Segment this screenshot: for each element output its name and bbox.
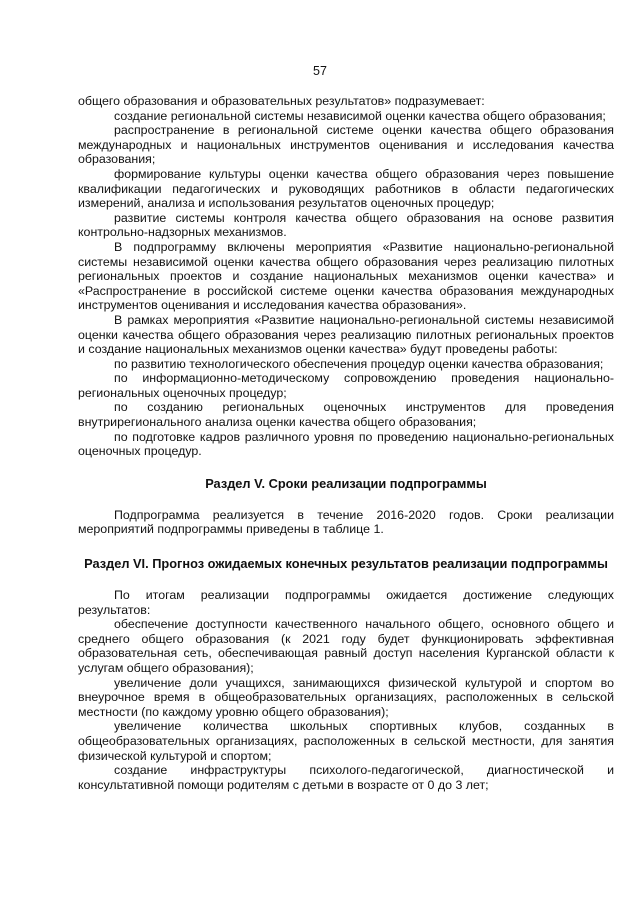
list-item-sport-clubs: увеличение количества школьных спортивных клубов, созданных в общеобразовательных организациях, расположенных в сельской местности, для занятия физической культурой и спортом; [78, 719, 614, 763]
list-item-technology: по развитию технологического обеспечения процедур оценки качества образования; [114, 356, 604, 371]
paragraph-timeline: Подпрограмма реализуется в течение 2016-2020 годов. Сроки реализации мероприятий подпрограммы приведены в таблице 1. [78, 507, 614, 537]
list-item-instruments: по созданию региональных оценочных инструментов для проведения внутрирегионального анализа оценки качества общего образования; [78, 400, 614, 430]
paragraph-results-intro: По итогам реализации подпрограммы ожидается достижение следующих результатов: [78, 588, 614, 617]
list-item-accessibility: обеспечение доступности качественного начального общего, основного общего и среднего общего образования (к 2021 году будет функционировать эффективная образовательная сеть, обеспечивающая равный доступ населения Курганской области к услугам общего образования); [78, 617, 614, 675]
list-item-training: по подготовке кадров различного уровня по проведению национально-региональных оценочных процедур. [78, 429, 614, 459]
section-heading-vi: Раздел VI. Прогноз ожидаемых конечных результатов реализации подпрограммы [84, 556, 608, 572]
paragraph: общего образования и образовательных результатов» подразумевает: [78, 94, 485, 108]
list-item-sport-share: увеличение доли учащихся, занимающихся физической культурой и спортом во внеурочное время в общеобразовательных организациях, расположенных в сельской местности (по каждому уровню общего образования); [78, 675, 614, 719]
list-item-infrastructure: создание инфраструктуры психолого-педагогической, диагностической и консультативной помощи родителям с детьми в возрасте от 0 до 3 лет; [78, 763, 614, 792]
list-item-assessment-culture: формирование культуры оценки качества общего образования через повышение квалификации педагогических и руководящих работников в области педагогических измерений, анализа и использования результатов оценочных процедур; [78, 166, 614, 211]
document-body [78, 94, 614, 792]
paragraph-activities: В подпрограмму включены мероприятия «Развитие национально-региональной системы независимой оценки качества общего образования через реализацию пилотных региональных проектов и создание национальных механизмов оценки качества» и «Распространение в российской системе оценки качества образования международных инструментов оценивания и исследования качества образования». [78, 239, 614, 313]
list-item-international-instruments: распространение в региональной системе оценки качества общего образования международных и национальных инструментов оценивания и исследования качества образования; [78, 123, 614, 167]
paragraph-works: В рамках мероприятия «Развитие национально-региональной системы независимой оценки качества общего образования через реализацию пилотных региональных проектов и создание национальных механизмов оценки качества» будут проведены работы: [78, 312, 614, 357]
list-item-regional-system: создание региональной системы независимой оценки качества общего образования; [114, 108, 606, 123]
section-heading-v: Раздел V. Сроки реализации подпрограммы [205, 475, 487, 491]
list-item-methodology: по информационно-методическому сопровождению проведения национально-региональных оценочных процедур; [78, 371, 614, 400]
page-number: 57 [313, 64, 327, 78]
list-item-quality-control: развитие системы контроля качества общего образования на основе развития контрольно-надзорных механизмов. [78, 210, 614, 240]
